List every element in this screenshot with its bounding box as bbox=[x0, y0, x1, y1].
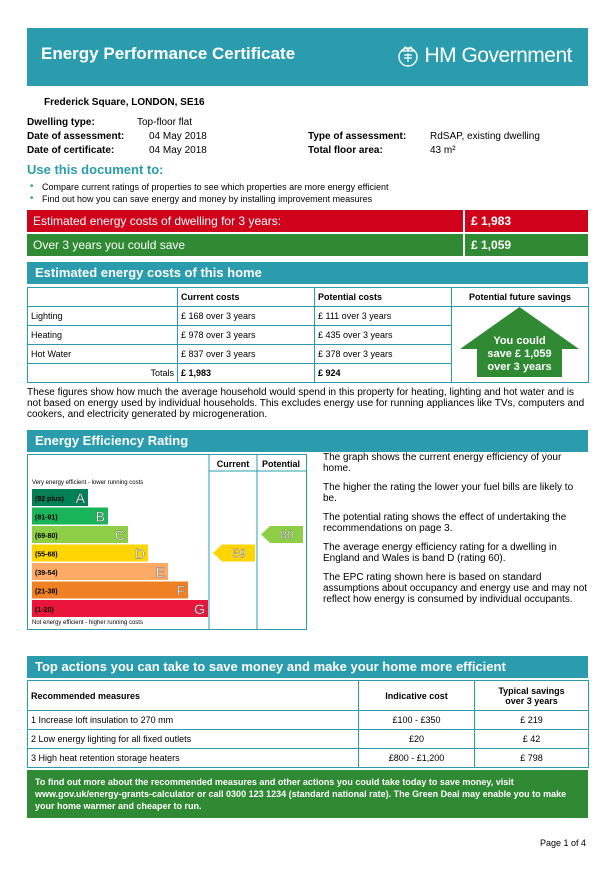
table-row: Heating £ 978 over 3 years £ 435 over 3 years bbox=[28, 326, 589, 345]
band-letter-label: G bbox=[194, 601, 205, 617]
current-rating-value: 59 bbox=[232, 546, 246, 561]
band-letter-label: D bbox=[134, 545, 145, 562]
dwelling-type-value: Top-floor flat bbox=[137, 117, 193, 128]
dwelling-type-row: Dwelling type: Top-floor flat bbox=[27, 117, 193, 128]
assessment-type-row: Type of assessment: RdSAP, existing dwelling bbox=[308, 131, 540, 142]
rating-band-g bbox=[32, 600, 208, 617]
band-letter-label: B bbox=[95, 508, 105, 525]
potential-saving-value: £ 1,059 bbox=[471, 238, 512, 252]
bullet-icon: • bbox=[30, 181, 34, 192]
costs-section-header: Estimated energy costs of this home bbox=[27, 262, 588, 284]
inefficient-note: Not energy efficient - higher running costs bbox=[32, 620, 143, 626]
divider bbox=[463, 210, 465, 232]
table-row: 1 Increase loft insulation to 270 mm £100 - £350 £ 219 bbox=[28, 711, 589, 730]
assessment-date-row: Date of assessment: 04 May 2018 bbox=[27, 131, 207, 142]
band-range-label: (39-54) bbox=[35, 570, 58, 577]
page-title: Energy Performance Certificate bbox=[41, 44, 296, 63]
band-range-label: (55-68) bbox=[35, 551, 58, 559]
table-row: 3 High heat retention storage heaters £800 - £1,200 £ 798 bbox=[28, 749, 589, 768]
band-range-label: (81-91) bbox=[35, 514, 58, 522]
potential-rating-value: 80 bbox=[280, 528, 294, 542]
energy-rating-graphic bbox=[28, 455, 306, 629]
further-info-box: To find out more about the recommended measures and other actions you could take today to save money, visit www.gov.uk/energy-grants-calculator or call 0300 123 1234 (standard national rate). The Green Deal may enable you to make your home warmer and cheaper to run. bbox=[27, 770, 588, 818]
assessment-type-value: RdSAP, existing dwelling bbox=[430, 131, 540, 142]
eer-section-header: Energy Efficiency Rating bbox=[27, 430, 588, 452]
band-letter-label: F bbox=[176, 582, 185, 599]
bullet-icon: • bbox=[30, 193, 34, 204]
use-document-list bbox=[30, 181, 389, 205]
royal-crest-icon bbox=[396, 43, 420, 69]
band-range-label: (69-80) bbox=[35, 533, 58, 540]
actions-table bbox=[27, 680, 589, 768]
band-letter-label: E bbox=[155, 564, 165, 580]
property-address: Frederick Square, LONDON, SE16 bbox=[44, 97, 205, 108]
current-column-header: Current bbox=[216, 459, 250, 469]
page-number: Page 1 of 4 bbox=[539, 838, 586, 848]
divider bbox=[463, 234, 465, 256]
band-range-label: (21-38) bbox=[35, 588, 58, 596]
assessment-date-value: 04 May 2018 bbox=[149, 131, 207, 142]
table-header-row: Recommended measures Indicative cost Typical savings over 3 years bbox=[28, 681, 589, 711]
table-row: Hot Water £ 837 over 3 years £ 378 over 3 years bbox=[28, 345, 589, 364]
certificate-date-value: 04 May 2018 bbox=[149, 145, 207, 156]
efficient-note: Very energy efficient - lower running costs bbox=[32, 480, 144, 486]
totals-row: Totals £ 1,983 £ 924 bbox=[28, 364, 589, 383]
band-range-label: (1-20) bbox=[35, 607, 54, 614]
header-banner bbox=[27, 28, 588, 86]
potential-saving-bar: Over 3 years you could save £ 1,059 bbox=[27, 234, 588, 256]
hm-government-logo bbox=[396, 43, 572, 69]
certificate-date-row: Date of certificate: 04 May 2018 bbox=[27, 145, 207, 156]
savings-callout: You could save £ 1,059 over 3 years bbox=[487, 335, 552, 373]
table-header-row: Current costs Potential costs Potential future savings bbox=[28, 288, 589, 307]
band-range-label: (92 plus) bbox=[35, 496, 64, 503]
estimated-cost-bar: Estimated energy costs of dwelling for 3 years: £ 1,983 bbox=[27, 210, 588, 232]
estimated-cost-value: £ 1,983 bbox=[471, 214, 512, 228]
band-letter-label: C bbox=[114, 527, 125, 543]
list-item: • Compare current ratings of properties to see which properties are more energy efficient bbox=[30, 181, 389, 192]
list-item: • Find out how you can save energy and money by installing improvement measures bbox=[30, 193, 373, 204]
table-row: 2 Low energy lighting for all fixed outlets £20 £ 42 bbox=[28, 730, 589, 749]
use-document-title: Use this document to: bbox=[27, 162, 164, 177]
potential-column-header: Potential bbox=[261, 459, 301, 469]
hm-government-text: HM Government bbox=[424, 44, 572, 67]
eer-explanation: The graph shows the current energy efficiency of your home. The higher the rating the lower your fuel bills are likely to be. The potential rating shows the effect of undertaking the recommendations on page 3. The average energy efficiency rating for a dwelling in England and Wales is band D (rating 60). The EPC rating shown here is based on standard assumptions about occupancy and energy use and may not reflect how energy is consumed by individual occupants. bbox=[323, 452, 588, 605]
floor-area-value: 43 m² bbox=[430, 145, 456, 156]
energy-rating-chart bbox=[27, 454, 307, 630]
costs-note: These figures show how much the average household would spend in this property for heating, lighting and hot water and is not based on energy used by individual households. This excludes energy use for running appliances like TVs, computers and cookers, and electricity generated by microgeneration. bbox=[27, 387, 585, 420]
future-savings-panel bbox=[451, 305, 588, 381]
table-row: Lighting £ 168 over 3 years £ 111 over 3 years bbox=[28, 307, 589, 326]
band-letter-label: A bbox=[75, 490, 85, 506]
floor-area-row: Total floor area: 43 m² bbox=[308, 145, 456, 156]
actions-section-header: Top actions you can take to save money and make your home more efficient bbox=[27, 656, 588, 678]
